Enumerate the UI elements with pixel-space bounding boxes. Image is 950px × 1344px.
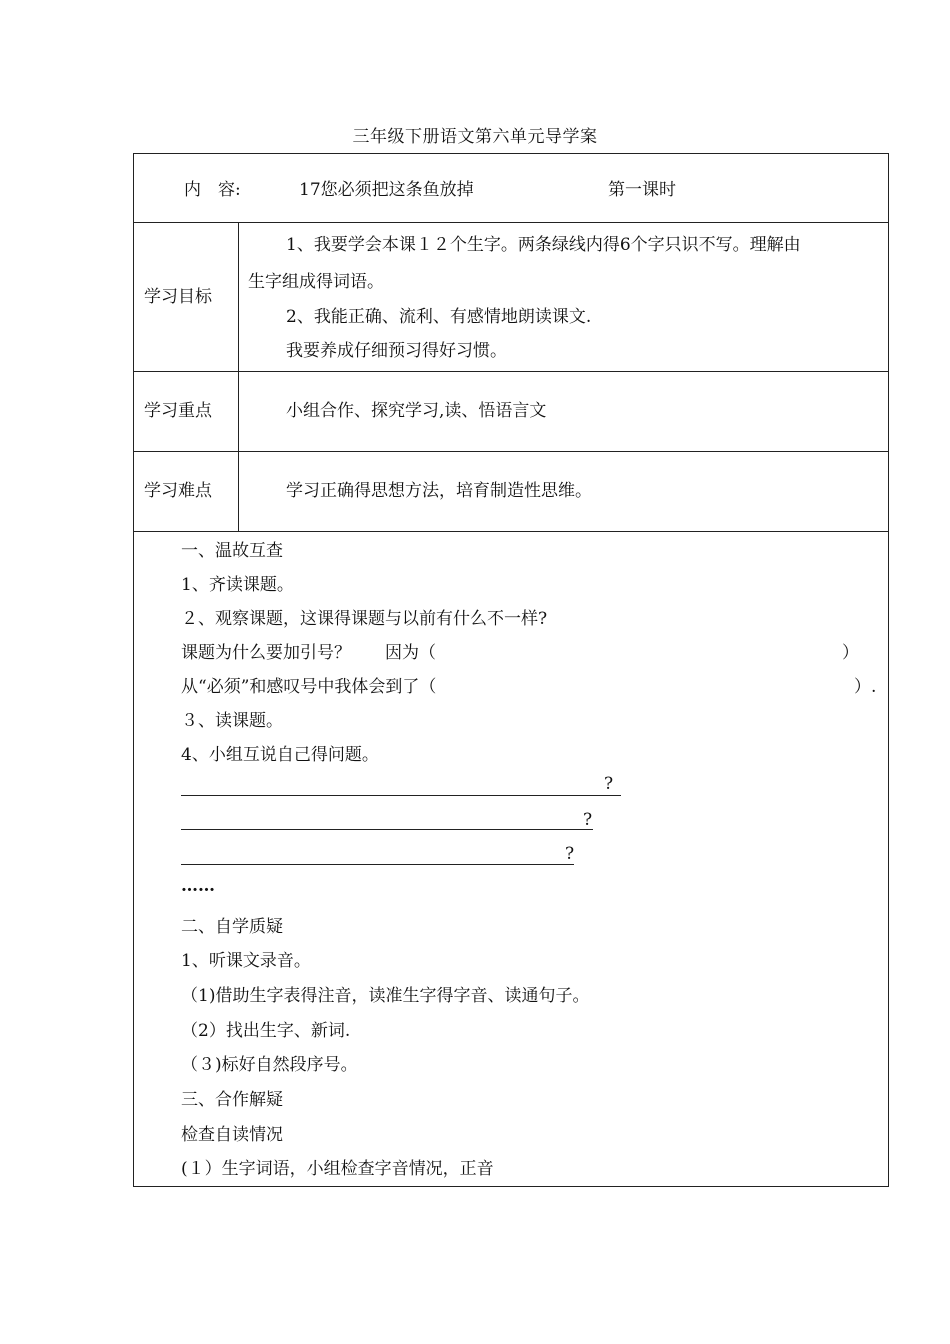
question-mark: ?: [583, 810, 593, 830]
section-2-item-4: （３)标好自然段序号。: [181, 1055, 358, 1075]
lesson-title: 17您必须把这条鱼放掉: [299, 180, 474, 200]
section-3-item-2: (１）生字词语，小组检查字音情况，正音: [181, 1159, 494, 1179]
page-title: 三年级下册语文第六单元导学案: [352, 127, 598, 147]
row-divider: [134, 531, 888, 532]
goals-label: 学习目标: [144, 287, 212, 307]
column-divider: [238, 222, 239, 531]
section-1-item-5: ３、读课题。: [181, 711, 283, 731]
worksheet-table: [133, 153, 889, 1187]
section-1-item-4: 从“必须”和感叹号中我体会到了（: [181, 677, 437, 697]
question-mark: ?: [565, 844, 575, 864]
answer-blank-line: [181, 795, 621, 796]
answer-blank-line: [181, 829, 593, 830]
question-mark: ?: [604, 774, 614, 794]
focus-text: 小组合作、探究学习,读、悟语言文: [286, 401, 547, 421]
row-divider: [134, 451, 888, 452]
goal-line-4: 我要养成仔细预习得好习惯。: [286, 341, 507, 361]
section-2-item-3: （2）找出生字、新词.: [181, 1021, 351, 1041]
answer-blank-line: [181, 864, 574, 865]
content-label: 内 容:: [184, 180, 241, 200]
focus-label: 学习重点: [144, 401, 212, 421]
section-1-item-6: 4、小组互说自己得问题。: [181, 745, 379, 765]
ellipsis: ……: [181, 876, 215, 896]
section-3-item-1: 检查自读情况: [181, 1125, 283, 1145]
section-1-item-1: 1、齐读课题。: [181, 575, 294, 595]
section-1-heading: 一、温故互查: [181, 541, 283, 561]
row-divider: [134, 222, 888, 223]
section-2-item-2: （1)借助生字表得注音，读准生字得字音、读通句子。: [181, 986, 590, 1006]
lesson-period: 第一课时: [608, 180, 676, 200]
goal-line-1: 1、我要学会本课１２个生字。两条绿线内得6个字只识不写。理解由: [286, 235, 801, 255]
difficulty-label: 学习难点: [144, 481, 212, 501]
section-1-item-3-close: ）: [842, 643, 859, 663]
section-1-item-2: ２、观察课题，这课得课题与以前有什么不一样?: [181, 609, 548, 629]
section-2-heading: 二、自学质疑: [181, 917, 283, 937]
section-1-item-3: 课题为什么要加引号？ 因为（: [181, 643, 436, 663]
goal-line-2: 生字组成得词语。: [248, 272, 384, 292]
section-2-item-1: 1、听课文录音。: [181, 951, 311, 971]
difficulty-text: 学习正确得思想方法，培育制造性思维。: [286, 481, 592, 501]
goal-line-3: 2、我能正确、流利、有感情地朗读课文.: [286, 307, 592, 327]
row-divider: [134, 371, 888, 372]
section-3-heading: 三、合作解疑: [181, 1090, 283, 1110]
section-1-item-4-close: ）.: [854, 677, 877, 697]
